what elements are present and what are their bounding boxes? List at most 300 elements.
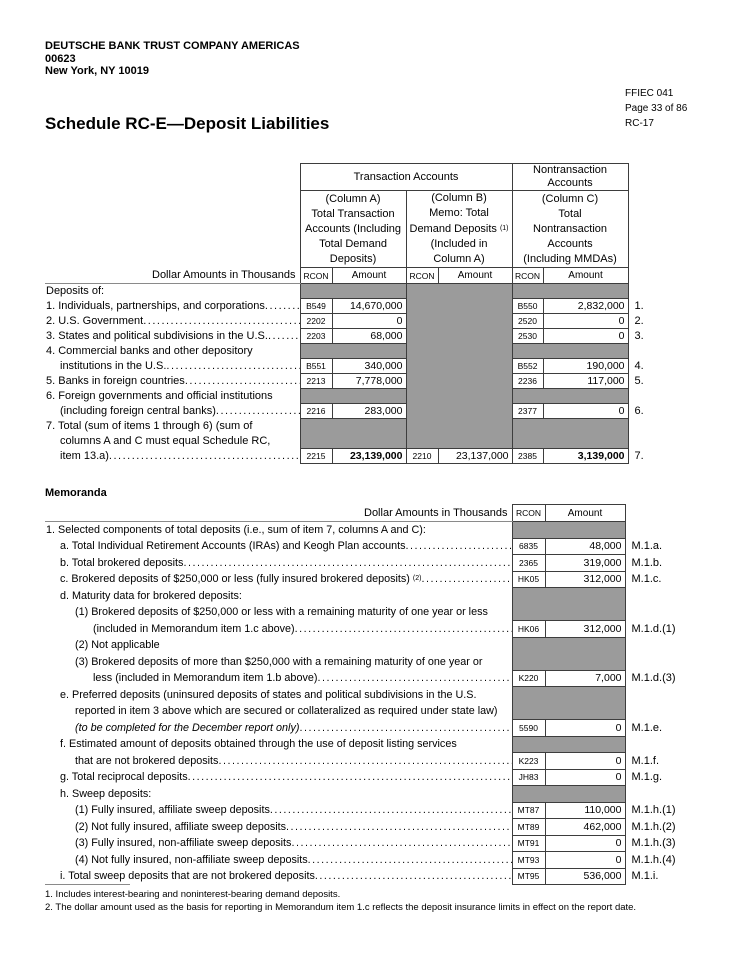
amount-value: 312,000: [545, 571, 625, 588]
shaded-cell: [512, 284, 628, 299]
shaded-cell: [300, 434, 406, 449]
table-row: [45, 786, 715, 803]
column-header-line: Column A): [433, 253, 485, 265]
amount-value: 110,000: [545, 802, 625, 819]
item-label: reported in item 3 above which are secured or collateralized as required under state law): [75, 705, 498, 718]
rcon-code: 2377: [512, 404, 543, 419]
amount-value: 117,000: [543, 374, 628, 389]
dot-leader: [421, 573, 511, 585]
amount-value: 462,000: [545, 819, 625, 836]
column-header-line: Accounts (Including: [305, 222, 401, 235]
rcon-code: K223: [512, 753, 545, 770]
form-info: [625, 86, 687, 131]
footnote-reference: (1): [499, 225, 509, 232]
dot-leader: [218, 755, 511, 767]
memo-item-description: [45, 654, 512, 671]
rcon-code: 2520: [512, 314, 543, 329]
dot-leader: [216, 405, 300, 417]
table-row: [45, 868, 715, 885]
amount-value: 0: [332, 314, 406, 329]
description-line: [45, 705, 512, 717]
footnotes: [45, 884, 721, 914]
column-header-line: Deposits): [329, 252, 377, 265]
amount-value: 23,139,000: [332, 449, 406, 464]
shaded-cell: [406, 314, 512, 329]
rcon-code: B550: [512, 299, 543, 314]
memo-item-description: [45, 802, 512, 819]
shaded-cell: [512, 434, 628, 449]
item-description: [45, 359, 300, 374]
item-label: (3) Fully insured, non-affiliate sweep deposits: [75, 837, 292, 850]
item-label: 1. Individuals, partnerships, and corporations: [46, 300, 265, 312]
dot-leader: [143, 315, 299, 327]
shaded-cell: [406, 344, 512, 359]
item-label: (2) Not fully insured, affiliate sweep deposits: [75, 820, 287, 833]
item-label: i. Total sweep deposits that are not brokered deposits: [60, 870, 315, 883]
bank-name: DEUTSCHE BANK TRUST COMPANY AMERICAS: [45, 40, 300, 52]
amount-value: 0: [545, 720, 625, 737]
description-line: [45, 738, 512, 750]
shaded-cell: [512, 786, 625, 803]
memo-item-number: M.1.i.: [631, 870, 659, 883]
table-row: [45, 637, 715, 654]
footnote-2: 2. The dollar amount used as the basis for reporting in Memorandum item 1.c reflects the deposit insurance limits in effect on the report date.: [45, 901, 637, 913]
dot-leader: [291, 837, 511, 849]
description-line: [45, 300, 300, 312]
description-line: [45, 315, 300, 327]
memo-item-description: [45, 555, 512, 572]
item-label: e. Preferred deposits (uninsured deposits of states and political subdivisions in the U.S.: [60, 688, 477, 701]
amount-value: 14,670,000: [332, 299, 406, 314]
memo-item-number: M.1.h.(2): [631, 820, 676, 833]
amount-value: 3,139,000: [543, 449, 628, 464]
item-number: [628, 434, 658, 449]
transaction-accounts-group-header: Transaction Accounts: [300, 164, 512, 191]
shaded-cell: [406, 359, 512, 374]
rcon-code: 2202: [300, 314, 332, 329]
memo-item-number: [625, 588, 715, 605]
memo-item-description: [45, 786, 512, 803]
rcon-code: B551: [300, 359, 332, 374]
item-label: institutions in the U.S.: [60, 360, 167, 372]
description-line: [45, 435, 300, 447]
dot-leader: [406, 540, 512, 552]
deposit-liabilities-table: [45, 163, 658, 464]
table-row: [45, 604, 715, 621]
item-number: [628, 284, 658, 299]
memo-item-number: [625, 522, 715, 539]
amount-value: 319,000: [545, 555, 625, 572]
letterhead: [45, 40, 300, 78]
item-label: h. Sweep deposits:: [60, 787, 152, 800]
table-row: [45, 588, 715, 605]
description-line: [45, 771, 512, 783]
table-row: [45, 852, 715, 869]
column-header-line: (Included in: [430, 238, 488, 250]
rcon-code: 2215: [300, 449, 332, 464]
memo-item-description: [45, 819, 512, 836]
item-description: [45, 284, 300, 299]
column-header-line: (Column A): [325, 192, 381, 205]
item-label: 1. Selected components of total deposits (i.e., sum of item 7, columns A and C):: [46, 524, 426, 536]
column-header-line: (Including MMDAs): [523, 252, 617, 265]
item-label: 5. Banks in foreign countries: [46, 375, 185, 387]
column-c-header: [512, 191, 628, 268]
item-number: [628, 389, 658, 404]
item-label: 3. States and political subdivisions in the U.S.: [46, 330, 268, 342]
rcon-header-b: RCON: [406, 268, 438, 284]
dot-leader: [308, 854, 512, 866]
column-header-line: Total: [558, 207, 582, 220]
table-row: [45, 449, 658, 464]
dot-leader: [188, 771, 512, 783]
memo-item-number: M.1.d.(3): [631, 672, 676, 685]
rcon-code: 2216: [300, 404, 332, 419]
item-description: [45, 434, 300, 449]
shaded-cell: [512, 344, 628, 359]
dot-leader: [317, 672, 511, 684]
spacer-cell: [628, 268, 658, 284]
spacer-cell: [45, 191, 300, 268]
description-line: [45, 375, 300, 387]
table-row: [45, 522, 715, 539]
item-label: columns A and C must equal Schedule RC,: [60, 435, 271, 447]
memo-item-number: M.1.c.: [631, 573, 662, 586]
table-row: [45, 736, 715, 753]
description-line: [45, 837, 512, 849]
dot-leader: [295, 623, 512, 635]
memo-item-number: [625, 736, 715, 753]
shaded-cell: [512, 637, 625, 654]
nontransaction-accounts-group-header: Nontransaction Accounts: [512, 164, 628, 191]
description-line: [45, 450, 300, 462]
dot-leader: [268, 330, 300, 342]
table-row: [45, 819, 715, 836]
table-row: [45, 359, 658, 374]
item-label: that are not brokered deposits: [75, 754, 219, 767]
rcon-header-a: RCON: [300, 268, 332, 284]
rcon-code: 2203: [300, 329, 332, 344]
memo-item-number: M.1.b.: [631, 556, 663, 569]
rcon-code: MT87: [512, 802, 545, 819]
table-row: [45, 284, 658, 299]
shaded-cell: [406, 329, 512, 344]
amount-value: 7,778,000: [332, 374, 406, 389]
memo-item-description: [45, 868, 512, 885]
rcon-code: 5590: [512, 720, 545, 737]
item-description: [45, 419, 300, 434]
footnote-1: 1. Includes interest-bearing and noninterest-bearing demand deposits.: [45, 889, 341, 900]
column-header-line: Demand Deposits $^{(1)}$: [409, 223, 509, 235]
memo-item-number: M.1.f.: [631, 754, 660, 767]
column-header-line: (Column B): [431, 192, 487, 204]
memo-item-number: [625, 687, 715, 704]
memo-item-description: [45, 621, 512, 638]
spacer-cell: [45, 164, 300, 191]
rcon-code: 2210: [406, 449, 438, 464]
amount-header-a: Amount: [332, 268, 406, 284]
footnote-rule: [45, 884, 130, 885]
amount-value: 0: [543, 314, 628, 329]
shaded-cell: [406, 374, 512, 389]
table-row: [45, 404, 658, 419]
rcon-code: 2385: [512, 449, 543, 464]
description-line: [45, 360, 300, 372]
item-number: [628, 419, 658, 434]
item-label: c. Brokered deposits of $250,000 or less (fully insured brokered deposits) $^{(2)}$: [60, 573, 422, 586]
item-label: Deposits of:: [46, 285, 105, 298]
memo-item-description: [45, 588, 512, 605]
schedule-title: Schedule RC-E—Deposit Liabilities: [45, 114, 330, 133]
item-description: [45, 404, 300, 419]
memo-item-number: [625, 604, 715, 621]
column-header-line: Total Transaction: [311, 207, 395, 220]
table-row: [45, 621, 715, 638]
rcon-code: MT91: [512, 835, 545, 852]
table-row: [45, 299, 658, 314]
memo-item-number: [625, 703, 715, 720]
description-line: [45, 405, 300, 417]
memo-item-number: M.1.h.(1): [631, 804, 676, 817]
amount-value: 2,832,000: [543, 299, 628, 314]
item-label: (included in Memorandum item 1.c above): [93, 622, 295, 635]
item-description: [45, 314, 300, 329]
shaded-cell: [512, 703, 625, 720]
item-number: 7.: [634, 450, 644, 462]
amount-value: 190,000: [543, 359, 628, 374]
table-row: [45, 555, 715, 572]
shaded-cell: [406, 404, 512, 419]
amount-value: 0: [545, 852, 625, 869]
memo-item-description: [45, 703, 512, 720]
item-description: [45, 344, 300, 359]
table-row: [45, 389, 658, 404]
item-label: item 13.a): [60, 450, 109, 462]
shaded-cell: [512, 654, 625, 671]
table-row: [45, 687, 715, 704]
table-row: [45, 344, 658, 359]
memo-item-description: [45, 687, 512, 704]
column-header-line: Total Demand: [319, 237, 387, 250]
description-line: [45, 870, 512, 882]
description-line: [45, 285, 300, 297]
item-label: 2. U.S. Government: [46, 315, 144, 327]
item-number: 5.: [634, 375, 644, 387]
dot-leader: [183, 557, 511, 569]
item-description: [45, 299, 300, 314]
memo-item-description: [45, 670, 512, 687]
dot-leader: [265, 300, 300, 312]
description-line: [45, 606, 512, 618]
table-row: [45, 670, 715, 687]
item-label: (1) Brokered deposits of $250,000 or less with a remaining maturity of one year or less: [75, 606, 488, 619]
rcon-code: B552: [512, 359, 543, 374]
shaded-cell: [300, 344, 406, 359]
memo-item-description: [45, 753, 512, 770]
bank-location: New York, NY 10019: [45, 65, 149, 77]
table-row: [45, 835, 715, 852]
shaded-cell: [406, 389, 512, 404]
memo-item-description: [45, 769, 512, 786]
schedule-page-number: RC-17: [625, 118, 654, 129]
memoranda-amount-header: Amount: [545, 505, 625, 522]
description-line: [45, 854, 512, 866]
item-label: (4) Not fully insured, non-affiliate sweep deposits: [75, 853, 308, 866]
memo-item-description: [45, 720, 512, 737]
rcon-header-c: RCON: [512, 268, 543, 284]
amount-value: 68,000: [332, 329, 406, 344]
item-description: [45, 329, 300, 344]
rcon-code: 6835: [512, 538, 545, 555]
amount-value: 0: [545, 753, 625, 770]
table-row: [45, 802, 715, 819]
item-label: a. Total Individual Retirement Accounts (IRAs) and Keogh Plan accounts: [60, 540, 406, 553]
memo-item-number: [625, 786, 715, 803]
dot-leader: [299, 722, 511, 734]
table-row: [45, 434, 658, 449]
description-line: [45, 755, 512, 767]
description-line: [45, 639, 512, 651]
description-line: [45, 788, 512, 800]
amount-value: 0: [545, 769, 625, 786]
shaded-cell: [300, 389, 406, 404]
memoranda-title: Memoranda: [45, 487, 107, 499]
amount-value: 0: [543, 329, 628, 344]
dot-leader: [286, 821, 511, 833]
table-row: [45, 720, 715, 737]
amount-header-b: Amount: [438, 268, 512, 284]
memo-item-description: [45, 852, 512, 869]
column-header-line: Memo: Total: [429, 207, 489, 219]
memo-item-number: [625, 637, 715, 654]
memo-item-number: M.1.h.(4): [631, 853, 676, 866]
table-row: [45, 654, 715, 671]
dot-leader: [185, 375, 300, 387]
item-label: (1) Fully insured, affiliate sweep deposits: [75, 804, 270, 817]
spacer-cell: [625, 505, 715, 522]
description-line: [45, 420, 300, 432]
item-number: 1.: [634, 300, 644, 312]
spacer-cell: [628, 164, 658, 191]
item-description: [45, 374, 300, 389]
rcon-code: JH83: [512, 769, 545, 786]
rcon-code: B549: [300, 299, 332, 314]
description-line: [45, 345, 300, 357]
description-line: [45, 689, 512, 701]
shaded-cell: [512, 687, 625, 704]
form-number: FFIEC 041: [625, 88, 674, 99]
shaded-cell: [300, 419, 406, 434]
item-label: 6. Foreign governments and official institutions: [46, 390, 273, 402]
amount-value: 23,137,000: [438, 449, 512, 464]
description-line: [45, 821, 512, 833]
rcon-code: 2236: [512, 374, 543, 389]
item-number: 4.: [634, 360, 644, 372]
description-line: [45, 540, 512, 552]
item-number: 2.: [634, 315, 644, 327]
item-label: (to be completed for the December report only): [75, 721, 300, 734]
shaded-cell: [406, 284, 512, 299]
dot-leader: [315, 870, 512, 882]
shaded-cell: [300, 284, 406, 299]
table-row: [45, 769, 715, 786]
description-line: [45, 804, 512, 816]
memo-item-number: M.1.d.(1): [631, 622, 676, 635]
amount-value: 283,000: [332, 404, 406, 419]
units-label: Dollar Amounts in Thousands: [45, 268, 300, 284]
amount-header-c: Amount: [543, 268, 628, 284]
description-line: [45, 573, 512, 585]
rcon-code: 2365: [512, 555, 545, 572]
item-description: [45, 389, 300, 404]
memo-item-number: M.1.a.: [631, 540, 663, 553]
amount-value: 536,000: [545, 868, 625, 885]
shaded-cell: [406, 434, 512, 449]
item-label: (including foreign central banks): [60, 405, 216, 417]
dot-leader: [109, 450, 300, 462]
table-row: [45, 419, 658, 434]
shaded-cell: [512, 522, 625, 539]
item-label: g. Total reciprocal deposits: [60, 771, 188, 784]
amount-value: 48,000: [545, 538, 625, 555]
rcon-code: MT93: [512, 852, 545, 869]
column-header-line: Nontransaction: [533, 222, 608, 235]
rcon-code: MT89: [512, 819, 545, 836]
memo-item-number: [625, 654, 715, 671]
bank-id-number: 00623: [45, 52, 76, 65]
memoranda-table: [45, 504, 715, 885]
item-label: d. Maturity data for brokered deposits:: [60, 589, 242, 602]
rcon-code: MT95: [512, 868, 545, 885]
dot-leader: [270, 804, 512, 816]
memo-item-description: [45, 736, 512, 753]
memoranda-rcon-header: RCON: [512, 505, 545, 522]
description-line: [45, 524, 512, 536]
shaded-cell: [406, 299, 512, 314]
table-row: [45, 703, 715, 720]
rcon-code: HK05: [512, 571, 545, 588]
memo-item-description: [45, 522, 512, 539]
description-line: [45, 656, 512, 668]
column-header-line: Accounts: [547, 237, 593, 250]
shaded-cell: [512, 389, 628, 404]
shaded-cell: [512, 736, 625, 753]
memo-item-description: [45, 538, 512, 555]
table-row: [45, 571, 715, 588]
memo-item-description: [45, 604, 512, 621]
item-number: [628, 344, 658, 359]
rcon-code: K220: [512, 670, 545, 687]
spacer-cell: [628, 191, 658, 268]
page-number: Page 33 of 86: [625, 103, 688, 114]
memo-item-description: [45, 571, 512, 588]
description-line: [45, 557, 512, 569]
shaded-cell: [406, 419, 512, 434]
table-row: [45, 314, 658, 329]
memo-item-description: [45, 637, 512, 654]
memo-item-number: M.1.g.: [631, 771, 663, 784]
item-label: (3) Brokered deposits of more than $250,000 with a remaining maturity of one year or: [75, 655, 483, 668]
description-line: [45, 722, 512, 734]
shaded-cell: [512, 604, 625, 621]
item-label: (2) Not applicable: [75, 639, 160, 652]
description-line: [45, 590, 512, 602]
item-number: 3.: [634, 330, 644, 342]
description-line: [45, 623, 512, 635]
rcon-code: 2213: [300, 374, 332, 389]
item-label: b. Total brokered deposits: [60, 556, 184, 569]
table-row: [45, 329, 658, 344]
